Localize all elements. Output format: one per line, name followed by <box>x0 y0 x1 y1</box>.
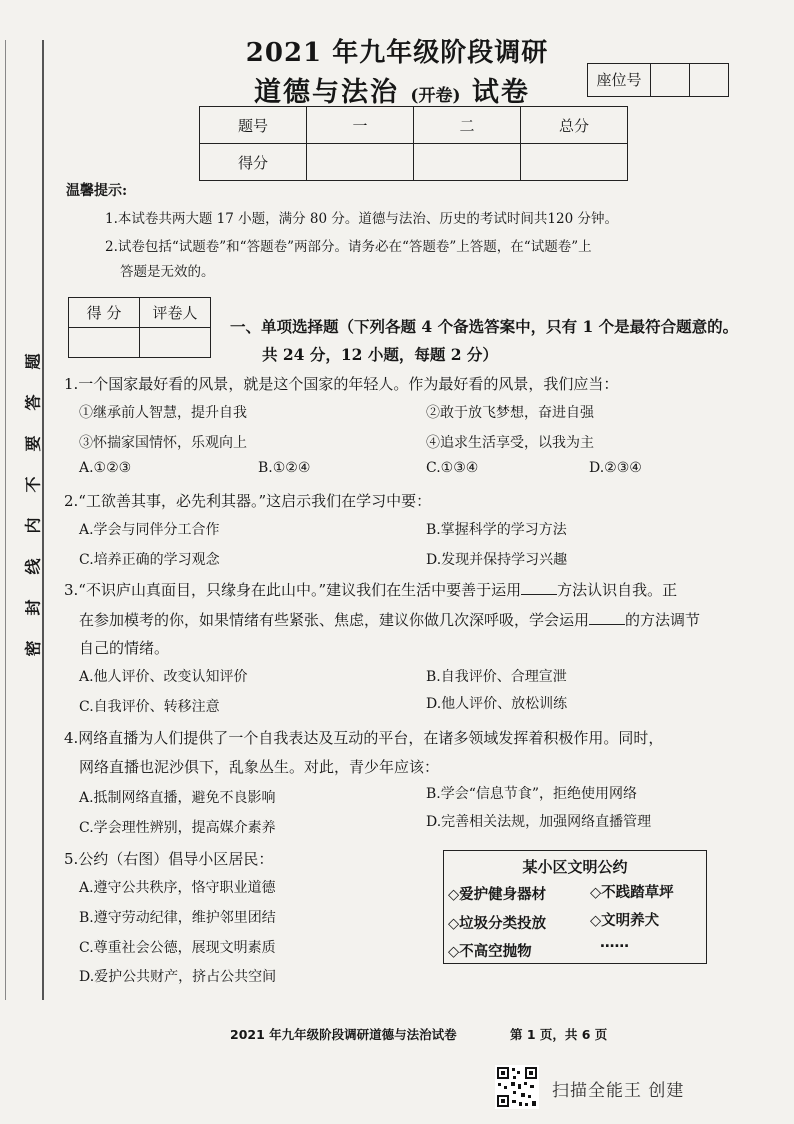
scanner-watermark: 扫描全能王 创建 <box>552 1081 685 1101</box>
gutter-char: 封 <box>23 599 43 616</box>
question-1-stem: 1.一个国家最好看的风景，就是这个国家的年轻人。作为最好看的风景，我们应当： <box>64 375 619 393</box>
q2-option-a[interactable]: A.学会与同伴分工合作 <box>79 522 220 538</box>
score-header-cell: 总分 <box>521 107 628 144</box>
score-header-cell: 题号 <box>200 107 307 144</box>
paper-word: 试卷 <box>471 77 530 108</box>
gutter-char: 题 <box>23 353 43 370</box>
subject-name: 道德与法治 <box>254 77 399 108</box>
seat-cell[interactable] <box>689 64 728 96</box>
convention-rule-ellipsis: …… <box>600 935 629 951</box>
gutter-char: 答 <box>23 394 43 411</box>
seal-line-notice <box>21 350 43 660</box>
seat-label: 座位号 <box>596 71 642 89</box>
q1-statement: ④追求生活享受，以我为主 <box>426 435 594 451</box>
q2-option-c[interactable]: C.培养正确的学习观念 <box>79 552 220 568</box>
q4-option-b[interactable]: B.学会“信息节食”，拒绝使用网络 <box>426 786 638 802</box>
score-table <box>199 106 628 181</box>
grader-name-label: 评卷人 <box>140 298 211 328</box>
page-number: 第 1 页，共 6 页 <box>510 1027 608 1042</box>
exam-subtitle <box>254 70 530 109</box>
footer-title: 2021 年九年级阶段调研道德与法治试卷 <box>230 1027 457 1042</box>
q5-option-a[interactable]: A.遵守公共秩序，恪守职业道德 <box>79 880 276 896</box>
q1-option-b[interactable]: B.①②④ <box>258 460 311 476</box>
convention-rule: ◇文明养犬 <box>590 913 660 929</box>
section-heading: 一、单项选择题（下列各题 4 个备选答案中，只有 1 个是最符合题意的。 <box>230 317 739 336</box>
grader-score-label: 得 分 <box>69 298 140 328</box>
q4-option-a[interactable]: A.抵制网络直播，避免不良影响 <box>79 790 276 806</box>
open-book-tag: (开卷) <box>410 86 461 106</box>
q4-option-d[interactable]: D.完善相关法规，加强网络直播管理 <box>426 814 652 830</box>
q4-option-c[interactable]: C.学会理性辨别，提高媒介素养 <box>79 820 276 836</box>
grader-name-cell[interactable] <box>140 328 211 358</box>
q1-option-d[interactable]: D.②③④ <box>589 460 642 476</box>
grader-table <box>68 297 211 358</box>
score-cell[interactable] <box>414 144 521 181</box>
convention-rule: ◇不高空抛物 <box>448 944 532 960</box>
gutter-char: 不 <box>23 476 43 493</box>
convention-rule: ◇垃圾分类投放 <box>448 916 547 932</box>
q1-statement: ②敢于放飞梦想，奋进自强 <box>426 405 594 421</box>
q3-text: 在参加模考的你，如果情绪有些紧张、焦虑，建议你做几次深呼吸，学会运用 <box>79 611 590 629</box>
question-2-stem: 2.“工欲善其事，必先利其器。”这启示我们在学习中要： <box>64 492 432 510</box>
q3-text: 方法认识自我。正 <box>557 581 678 599</box>
gutter-char: 内 <box>23 517 43 534</box>
blank-line <box>589 612 625 625</box>
section-heading-cont: 共 24 分，12 小题，每题 2 分） <box>262 345 498 364</box>
tips-heading: 温馨提示: <box>66 183 128 199</box>
q3-option-b[interactable]: B.自我评价、合理宣泄 <box>426 669 567 685</box>
question-4-line2: 网络直播也泥沙俱下，乱象丛生。对此，青少年应该： <box>79 758 440 776</box>
q5-option-d[interactable]: D.爱护公共财产，挤占公共空间 <box>79 969 277 985</box>
score-cell[interactable] <box>521 144 628 181</box>
question-3-line2 <box>79 609 700 630</box>
blank-line <box>521 582 557 595</box>
score-header-cell: 二 <box>414 107 521 144</box>
exam-title: 2021 年九年级阶段调研 <box>245 38 549 68</box>
seat-number-box <box>587 63 729 97</box>
q1-statement: ①继承前人智慧，提升自我 <box>79 405 247 421</box>
tip-item: 2.试卷包括“试题卷”和“答题卷”两部分。请务必在“答题卷”上答题，在“试题卷”上 <box>105 239 592 255</box>
q3-option-d[interactable]: D.他人评价、放松训练 <box>426 696 568 712</box>
gutter-char: 线 <box>23 558 43 575</box>
tip-item: 答题是无效的。 <box>120 264 215 280</box>
q3-option-c[interactable]: C.自我评价、转移注意 <box>79 699 220 715</box>
q3-text: 的方法调节 <box>625 611 701 629</box>
q1-statement: ③怀揣家国情怀，乐观向上 <box>79 435 247 451</box>
convention-rule: ◇爱护健身器材 <box>448 887 547 903</box>
question-5-stem: 5.公约（右图）倡导小区居民： <box>64 850 274 868</box>
q1-option-c[interactable]: C.①③④ <box>426 460 479 476</box>
convention-rule: ◇不践踏草坪 <box>590 885 674 901</box>
score-cell[interactable] <box>307 144 414 181</box>
convention-title: 某小区文明公约 <box>522 858 628 876</box>
seat-cell[interactable] <box>650 64 689 96</box>
q2-option-d[interactable]: D.发现并保持学习兴趣 <box>426 552 568 568</box>
q2-option-b[interactable]: B.掌握科学的学习方法 <box>426 522 567 538</box>
q5-option-b[interactable]: B.遵守劳动纪律，维护邻里团结 <box>79 910 276 926</box>
grader-score-cell[interactable] <box>69 328 140 358</box>
question-3-line3: 自己的情绪。 <box>79 639 170 657</box>
qr-code-icon <box>495 1065 539 1109</box>
q3-option-a[interactable]: A.他人评价、改变认知评价 <box>79 669 248 685</box>
q1-option-a[interactable]: A.①②③ <box>79 460 132 476</box>
gutter-char: 要 <box>23 435 43 452</box>
question-3-line1 <box>64 579 677 600</box>
community-convention-box <box>443 850 707 964</box>
gutter-char: 密 <box>23 640 43 657</box>
margin-line-outer <box>5 40 6 1000</box>
tip-item: 1.本试卷共两大题 17 小题，满分 80 分。道德与法治、历史的考试时间共120 分钟。 <box>105 211 618 227</box>
question-4-line1: 4.网络直播为人们提供了一个自我表达及互动的平台，在诸多领域发挥着积极作用。同时， <box>64 729 664 747</box>
q5-option-c[interactable]: C.尊重社会公德，展现文明素质 <box>79 940 276 956</box>
score-header-cell: 一 <box>307 107 414 144</box>
q3-text: 3.“不识庐山真面目，只缘身在此山中。”建议我们在生活中要善于运用 <box>64 581 522 599</box>
score-row-label: 得分 <box>200 144 307 181</box>
